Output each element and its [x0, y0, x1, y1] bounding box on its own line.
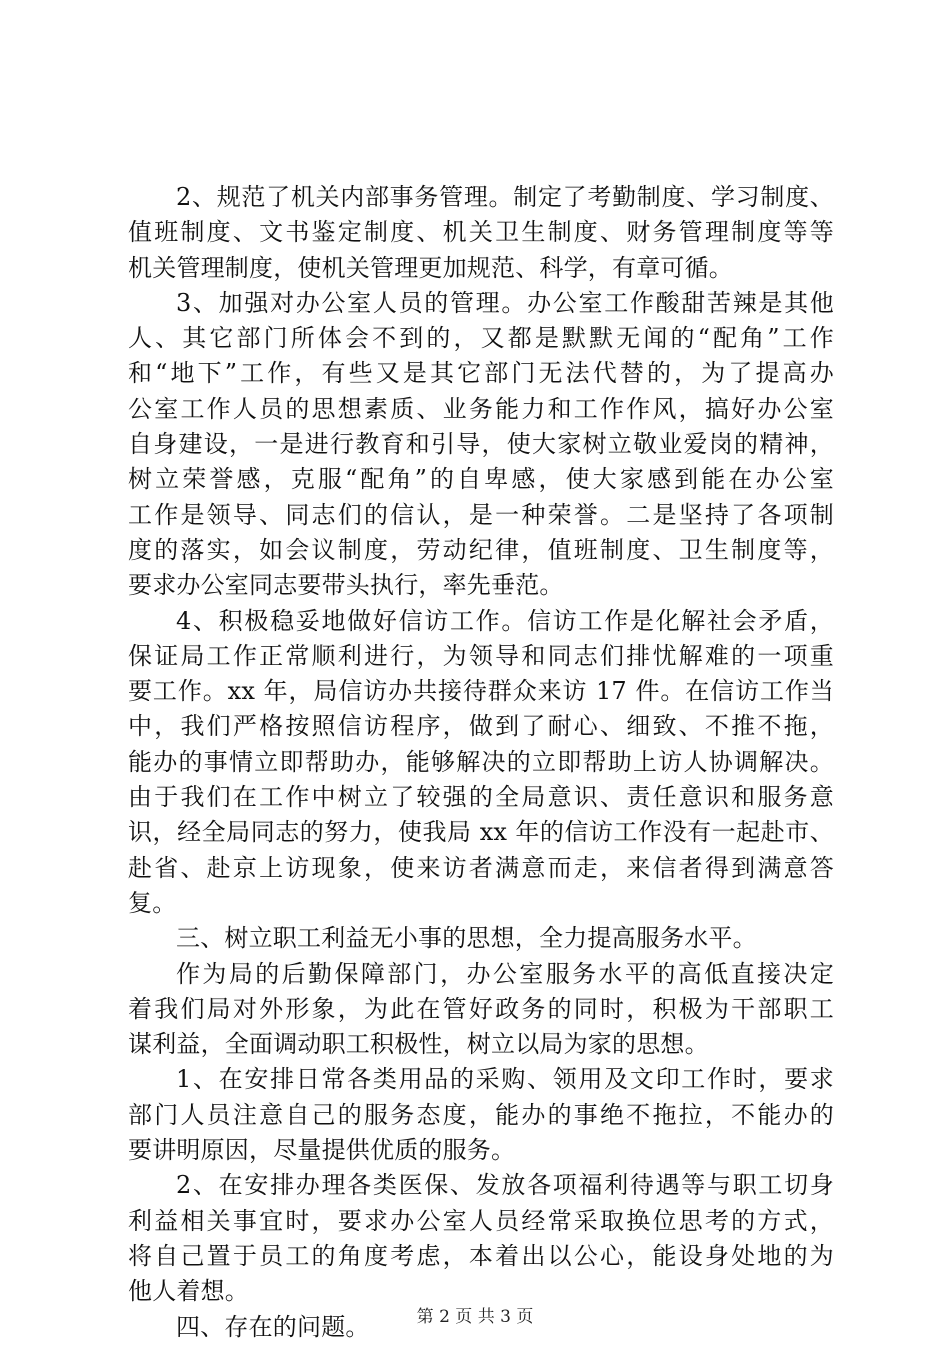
- text-line: 2、规范了机关内部事务管理。制定了考勤制度、学习制度、: [176, 183, 834, 211]
- text-line: 机关管理制度，使机关管理更加规范、科学，有章可循。: [128, 253, 733, 282]
- text-line: 四、存在的问题。: [176, 1312, 370, 1341]
- text-line: 要讲明原因，尽量提供优质的服务。: [128, 1136, 516, 1165]
- text-line: 利益相关事宜时，要求办公室人员经常采取换位思考的方式，: [128, 1206, 834, 1235]
- text-line: 谋利益，全面调动职工积极性，树立以局为家的思想。: [128, 1030, 709, 1059]
- text-line: 赴省、赴京上访现象，使来访者满意而走，来信者得到满意答: [128, 853, 834, 882]
- text-line: 2、在安排办理各类医保、发放各项福利待遇等与职工切身: [176, 1171, 834, 1200]
- text-line: 识，经全局同志的努力，使我局 xx 年的信访工作没有一起赴市、: [128, 818, 834, 847]
- text-line: 他人着想。: [128, 1277, 249, 1306]
- document-body: [128, 180, 834, 1345]
- text-line: 保证局工作正常顺利进行，为领导和同志们排忧解难的一项重: [128, 641, 834, 670]
- text-line: 要求办公室同志要带头执行，率先垂范。: [128, 571, 564, 600]
- text-line: 人、其它部门所体会不到的，又都是默默无闻的“配角”工作: [128, 324, 834, 353]
- text-line: 将自己置于员工的角度考虑，本着出以公心，能设身处地的为: [128, 1241, 834, 1270]
- text-line: 公室工作人员的思想素质、业务能力和工作作风，搞好办公室: [128, 394, 834, 423]
- text-line: 能办的事情立即帮助办，能够解决的立即帮助上访人协调解决。: [128, 747, 834, 776]
- text-line: 工作是领导、同志们的信认，是一种荣誉。二是坚持了各项制: [128, 500, 834, 529]
- text-line: 作为局的后勤保障部门，办公室服务水平的高低直接决定: [176, 959, 834, 988]
- text-line: 和“地下”工作，有些又是其它部门无法代替的，为了提高办: [128, 359, 834, 388]
- text-line: 三、树立职工利益无小事的思想，全力提高服务水平。: [176, 924, 757, 953]
- text-line: 3、加强对办公室人员的管理。办公室工作酸甜苦辣是其他: [176, 288, 834, 317]
- text-line: 1、在安排日常各类用品的采购、领用及文印工作时，要求: [176, 1065, 834, 1094]
- text-line: 由于我们在工作中树立了较强的全局意识、责任意识和服务意: [128, 783, 834, 812]
- text-line: 着我们局对外形象，为此在管好政务的同时，积极为干部职工: [128, 994, 834, 1023]
- text-line: 4、积极稳妥地做好信访工作。信访工作是化解社会矛盾，: [176, 606, 834, 635]
- text-line: 中，我们严格按照信访程序，做到了耐心、细致、不推不拖，: [128, 712, 834, 741]
- text-line: 度的落实，如会议制度，劳动纪律，值班制度、卫生制度等，: [128, 535, 834, 564]
- text-line: 要工作。xx 年，局信访办共接待群众来访 17 件。在信访工作当: [128, 677, 834, 706]
- text-line: 部门人员注意自己的服务态度，能办的事绝不拖拉，不能办的: [128, 1100, 834, 1129]
- text-line: 复。: [128, 888, 177, 917]
- text-line: 树立荣誉感，克服“配角”的自卑感，使大家感到能在办公室: [128, 465, 834, 494]
- page-footer: 第 2 页 共 3 页: [416, 1307, 534, 1327]
- text-line: 值班制度、文书鉴定制度、机关卫生制度、财务管理制度等等: [128, 218, 834, 247]
- text-line: 自身建设，一是进行教育和引导，使大家树立敬业爱岗的精神，: [128, 430, 834, 459]
